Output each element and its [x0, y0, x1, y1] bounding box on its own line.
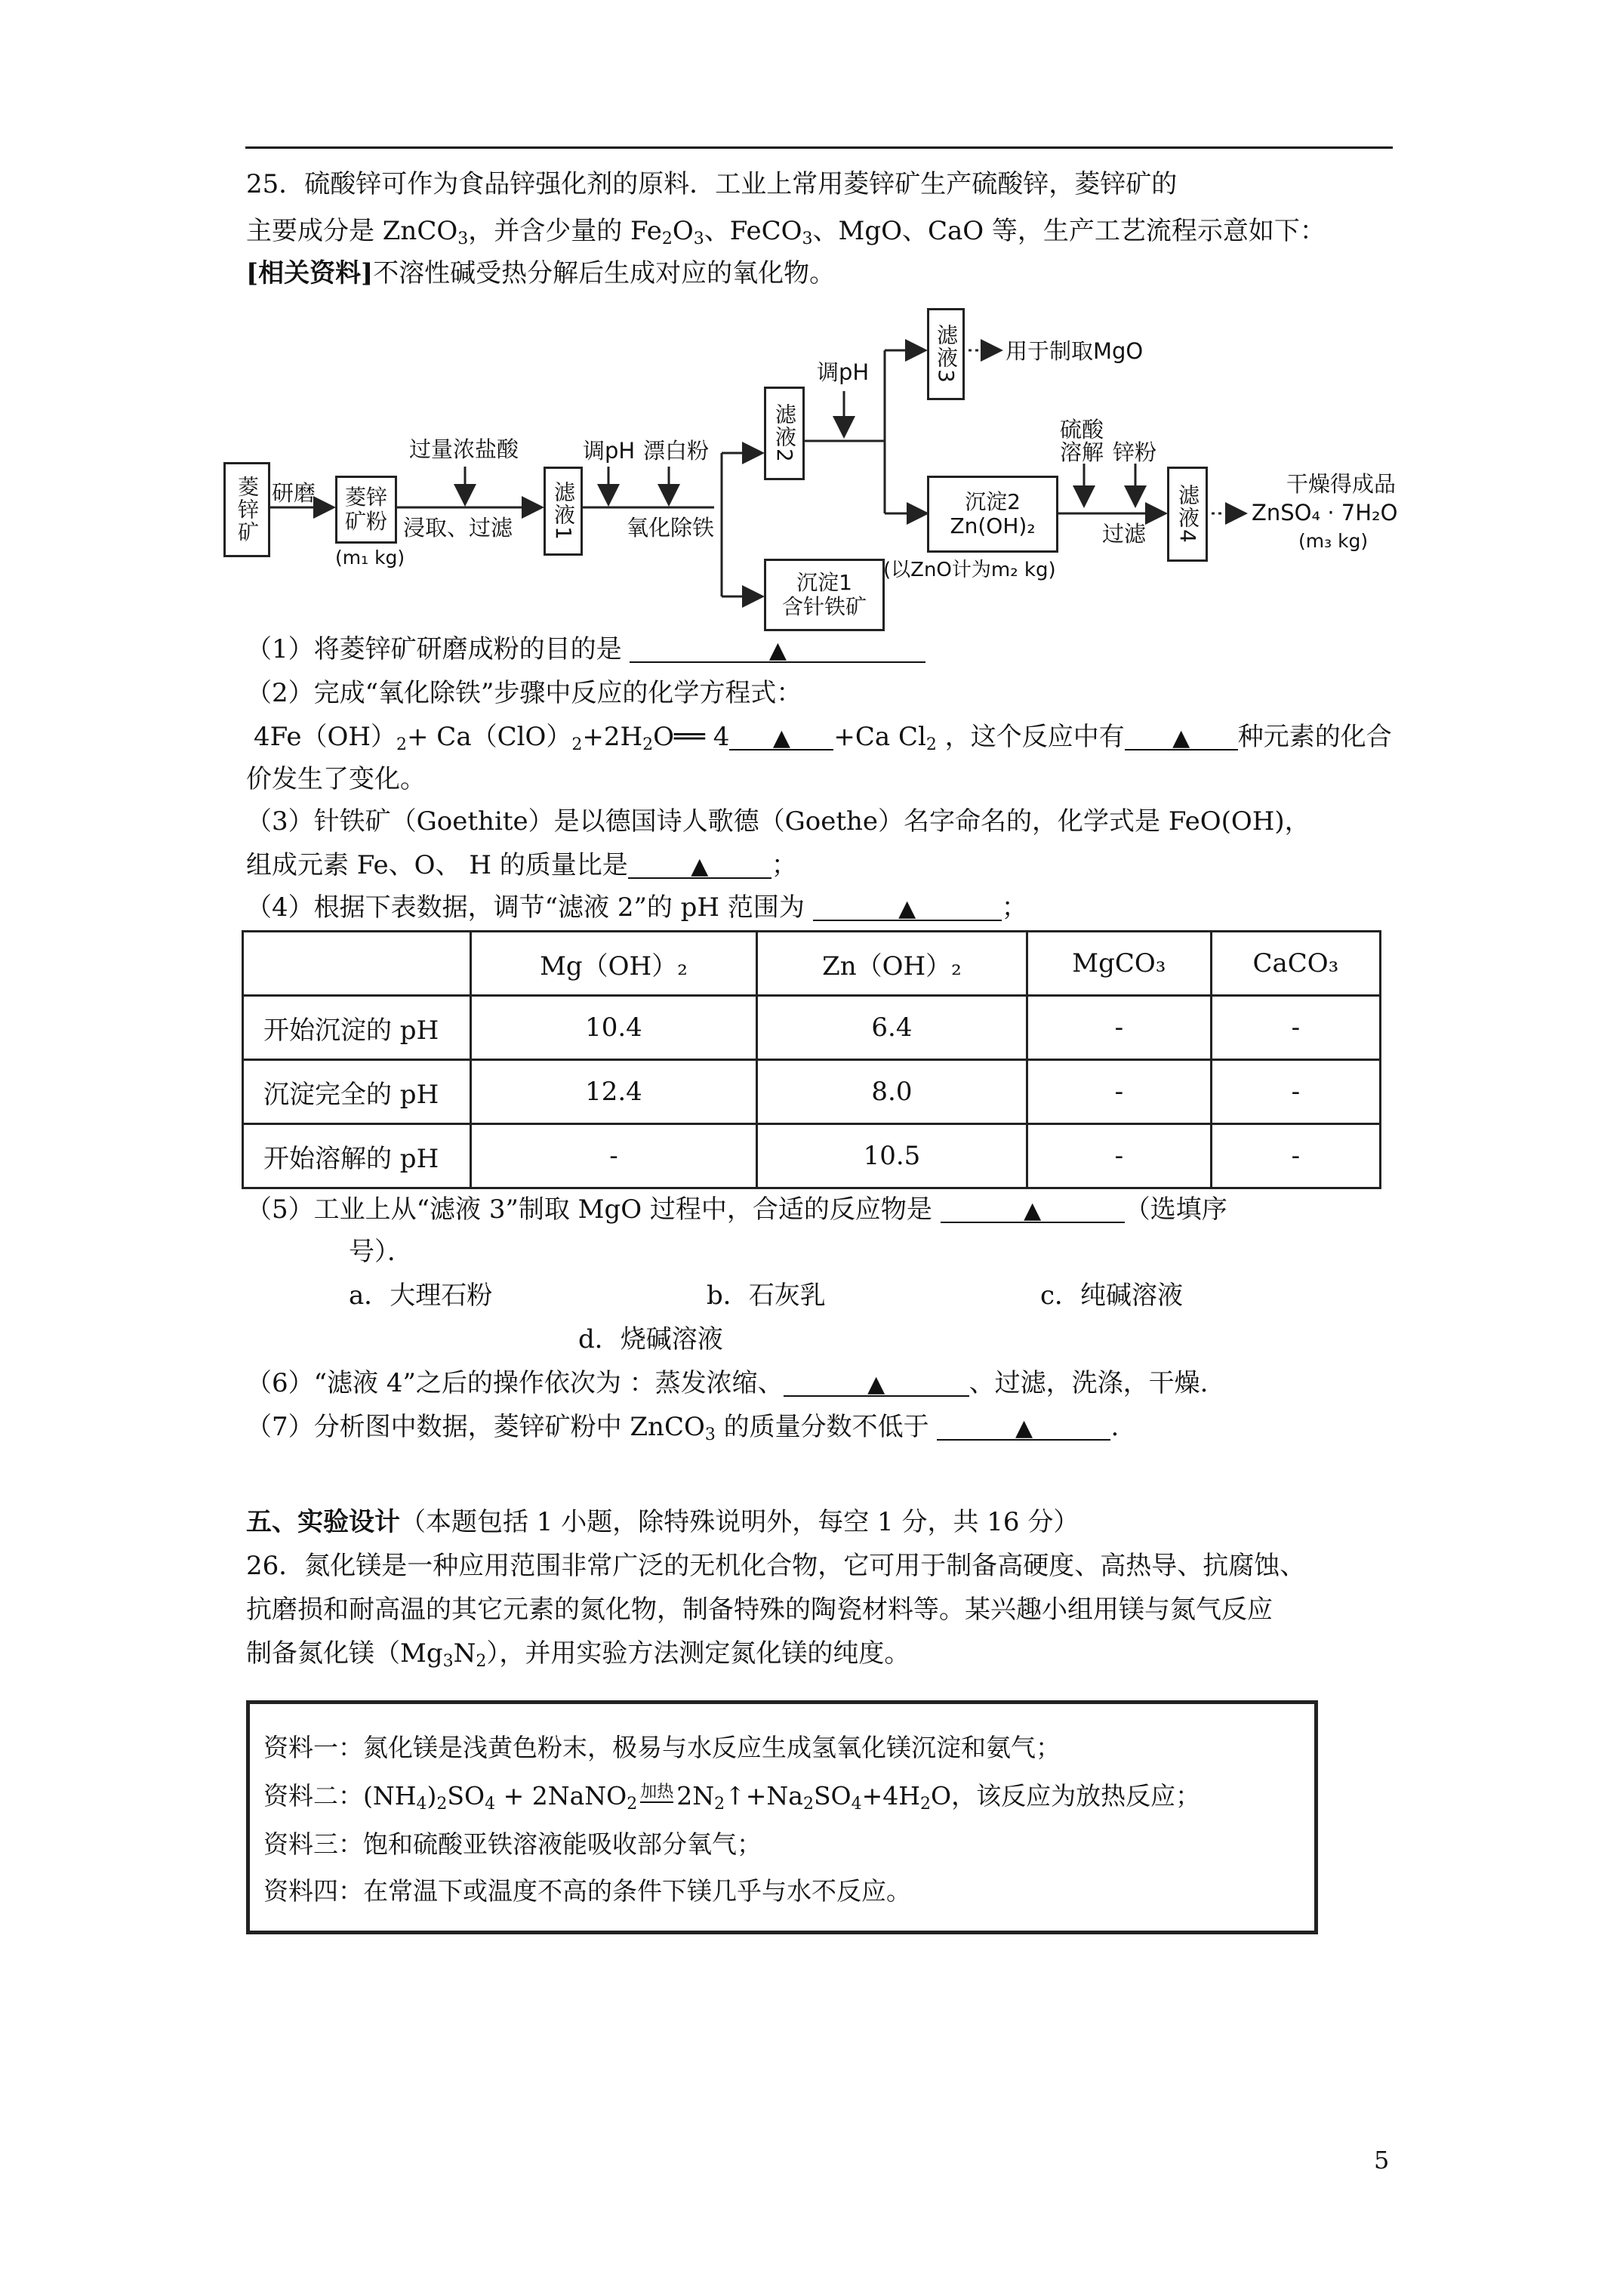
- option-a: a．大理石粉: [349, 1281, 493, 1311]
- product-mass-label: (m₃ kg): [1298, 530, 1369, 552]
- table-cell: -: [1027, 1060, 1211, 1124]
- table-cell: 开始沉淀的 pH: [243, 996, 471, 1060]
- option-b: b．石灰乳: [707, 1281, 826, 1311]
- top-rule: [245, 146, 1393, 149]
- material-2: 资料二：$(NH_4)_2SO_4$ + 2NaNO$_2$加热 $2N_2↑+Na_2SO_4+4H_2O$，该反应为放热反应；: [263, 1781, 1201, 1814]
- mgo-use-label: 用于制取MgO: [1006, 338, 1144, 364]
- section-5-heading: 五、实验设计（本题包括 1 小题，除特殊说明外，每空 1 分，共 16 分）: [246, 1507, 1079, 1537]
- filtrate4-box: 滤液4: [1167, 467, 1208, 562]
- option-c: c．纯碱溶液: [1040, 1281, 1184, 1311]
- table-row: [243, 1124, 1381, 1188]
- question-4: （4）根据下表数据，调节“滤液 2”的 pH 范围为 ▲ ；: [246, 892, 1027, 923]
- table-cell: -: [1027, 1124, 1211, 1188]
- table-cell: -: [1027, 996, 1211, 1060]
- table-header-cell: Zn（OH）₂: [756, 932, 1027, 996]
- filtrate1-box: 滤液1: [544, 467, 583, 556]
- filtrate2-box: 滤液2: [764, 387, 805, 480]
- material-1: 资料一：氮化镁是浅黄色粉末，极易与水反应生成氢氧化镁沉淀和氨气；: [263, 1733, 1061, 1762]
- filtrate3-box: 滤液3: [927, 308, 965, 400]
- table-cell: -: [1211, 1060, 1380, 1124]
- reference-materials-box: [246, 1700, 1318, 1934]
- ph-data-table: [242, 930, 1381, 1189]
- answer-blank-7[interactable]: ▲: [937, 1410, 1110, 1441]
- table-cell: 6.4: [756, 996, 1027, 1060]
- table-header-row: [243, 932, 1381, 996]
- heating-condition: 加热: [640, 1783, 674, 1801]
- page-number: 5: [1374, 2146, 1390, 2174]
- answer-blank-1[interactable]: ▲: [630, 633, 925, 663]
- q26-line3: 制备氮化镁$(Mg_3N_2)$，并用实验方法测定氮化镁的纯度。: [246, 1638, 910, 1671]
- table-cell: 开始溶解的 pH: [243, 1124, 471, 1188]
- reference-tag: [相关资料]: [246, 258, 374, 288]
- bleach-label: 漂白粉: [643, 438, 710, 464]
- adjust-ph-label: 调pH: [583, 438, 636, 464]
- precipitate1-box: 沉淀1 含针铁矿: [764, 559, 885, 631]
- table-cell: 10.4: [471, 996, 757, 1060]
- answer-blank-6[interactable]: ▲: [784, 1367, 969, 1397]
- table-header-cell: CaCO₃: [1211, 932, 1380, 996]
- table-cell: -: [1211, 996, 1380, 1060]
- ore-box: 菱锌矿: [223, 462, 270, 557]
- adjust-ph2-label: 调pH: [817, 359, 870, 385]
- question-2-tail: 价发生了变化。: [246, 764, 426, 794]
- q25-reference: [相关资料]不溶性碱受热分解后生成对应的氧化物。: [246, 258, 836, 288]
- table-row: [243, 1060, 1381, 1124]
- answer-blank-3[interactable]: ▲: [628, 849, 771, 879]
- answer-blank-2a[interactable]: ▲: [729, 720, 833, 750]
- q25-line2: 主要成分是 ZnCO$_3$，并含少量的 $Fe_2O_3$、FeCO$_3$、MgO、CaO 等，生产工艺流程示意如下：: [246, 216, 1326, 248]
- question-3: （3）针铁矿（Goethite）是以德国诗人歌德（Goethe）名字命名的，化学式是 FeO(OH)，: [246, 806, 1310, 837]
- material-4: 资料四：在常温下或温度不高的条件下镁几乎与水不反应。: [263, 1876, 911, 1906]
- table-cell: -: [471, 1124, 757, 1188]
- oxidize-iron-label: 氧化除铁: [627, 515, 715, 541]
- question-2-equation: $4Fe(OH)_2+$ $Ca(ClO)_2+2H_2O══$ 4 ▲ +Ca $Cl_2$ ，这个反应中有 ▲ 种元素的化合: [254, 722, 1392, 754]
- zinc-powder-label: 锌粉: [1113, 439, 1157, 465]
- answer-blank-4[interactable]: ▲: [813, 891, 1002, 921]
- question-2: （2）完成“氧化除铁”步骤中反应的化学方程式：: [246, 678, 802, 708]
- material-3: 资料三：饱和硫酸亚铁溶液能吸收部分氧气；: [263, 1829, 762, 1859]
- table-row: [243, 996, 1381, 1060]
- question-5: （5）工业上从“滤液 3”制取 MgO 过程中，合适的反应物是 ▲ （选填序: [246, 1194, 1227, 1225]
- option-d: d．烧碱溶液: [578, 1324, 723, 1354]
- powder-mass-label: (m₁ kg): [335, 547, 405, 569]
- ore-powder-box: 菱锌矿粉: [335, 476, 397, 544]
- acid-label: 过量浓盐酸: [409, 436, 519, 462]
- table-header-cell: [243, 932, 471, 996]
- dissolve-label: 溶解: [1060, 439, 1104, 465]
- table-cell: 沉淀完全的 pH: [243, 1060, 471, 1124]
- table-cell: -: [1211, 1124, 1380, 1188]
- precipitate1-note: (以ZnO计为m₂ kg): [883, 559, 1056, 581]
- table-cell: 8.0: [756, 1060, 1027, 1124]
- q26-line2: 抗磨损和耐高温的其它元素的氮化物，制备特殊的陶瓷材料等。某兴趣小组用镁与氮气反应: [246, 1595, 1273, 1625]
- precipitate2-box: 沉淀2 Zn(OH)₂: [927, 476, 1058, 553]
- question-7: （7）分析图中数据，菱锌矿粉中 ZnCO$_3$ 的质量分数不低于 ▲ .: [246, 1412, 1119, 1444]
- q25-line1: 25．硫酸锌可作为食品锌强化剂的原料．工业上常用菱锌矿生产硫酸锌，菱锌矿的: [246, 169, 1178, 199]
- table-cell: 12.4: [471, 1060, 757, 1124]
- table-header-cell: Mg（OH）₂: [471, 932, 757, 996]
- table-header-cell: MgCO₃: [1027, 932, 1211, 996]
- q26-line1: 26．氮化镁是一种应用范围非常广泛的无机化合物，它可用于制备高硬度、高热导、抗腐蚀、: [246, 1551, 1306, 1581]
- table-cell: 10.5: [756, 1124, 1027, 1188]
- answer-blank-2b[interactable]: ▲: [1125, 720, 1238, 750]
- question-5-tail: 号）．: [349, 1237, 413, 1267]
- process-flow-diagram: [223, 302, 1446, 634]
- filter-label: 过滤: [1102, 521, 1147, 547]
- grind-label: 研磨: [272, 480, 316, 506]
- product-formula: ZnSO₄ · 7H₂O: [1252, 500, 1398, 525]
- answer-blank-5[interactable]: ▲: [941, 1193, 1125, 1223]
- sulfuric-label: 硫酸: [1060, 417, 1104, 442]
- dry-product-label: 干燥得成品: [1286, 471, 1397, 497]
- question-3-b: 组成元素 Fe、O、 H 的质量比是 ▲ ；: [246, 850, 797, 880]
- question-6: （6）“滤液 4”之后的操作依次为 ：蒸发浓缩、 ▲ 、过滤，洗涤，干燥.: [246, 1368, 1209, 1398]
- leach-filter-label: 浸取、过滤: [403, 515, 513, 541]
- question-1: （1）将菱锌矿研磨成粉的目的是 ▲: [246, 633, 925, 666]
